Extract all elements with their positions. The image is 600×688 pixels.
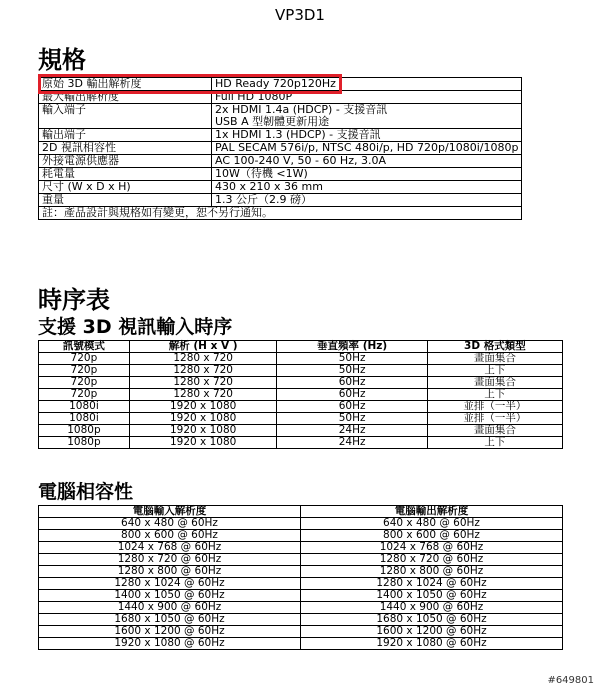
pc-row — [39, 590, 563, 602]
spec-value-line: 2x HDMI 1.4a (HDCP) - 支援音訊 — [215, 103, 388, 116]
pc-output-cell: 1440 x 900 @ 60Hz — [301, 602, 563, 614]
pc-input-cell: 640 x 480 @ 60Hz — [39, 518, 301, 530]
timing-cell: 720p — [39, 377, 130, 389]
spec-key: 尺寸 (W x D x H) — [39, 181, 212, 194]
pc-output-cell: 1600 x 1200 @ 60Hz — [301, 626, 563, 638]
spec-value — [212, 168, 522, 181]
timing-cell: 24Hz — [277, 437, 427, 449]
spec-value — [212, 155, 522, 168]
timing-subheading: 支援 3D 視訊輸入時序 — [38, 316, 233, 338]
timing-cell: 並排（一半） — [427, 401, 562, 413]
pc-input-cell: 1920 x 1080 @ 60Hz — [39, 638, 301, 650]
pc-row — [39, 530, 563, 542]
timing-cell: 並排（一半） — [427, 413, 562, 425]
spec-key: 2D 視訊相容性 — [39, 142, 212, 155]
spec-row — [39, 194, 522, 207]
pc-output-cell: 1280 x 1024 @ 60Hz — [301, 578, 563, 590]
timing-cell: 1920 x 1080 — [129, 401, 277, 413]
pc-table — [38, 505, 563, 650]
pc-row — [39, 518, 563, 530]
timing-cell: 1080p — [39, 437, 130, 449]
spec-key: 最大輸出解析度 — [39, 91, 212, 104]
spec-value-line: 10W（待機 <1W) — [215, 167, 308, 180]
timing-cell: 1920 x 1080 — [129, 425, 277, 437]
timing-row — [39, 437, 563, 449]
timing-cell: 1920 x 1080 — [129, 413, 277, 425]
timing-row — [39, 353, 563, 365]
spec-value-line: 1.3 公斤（2.9 磅） — [215, 193, 312, 206]
pc-row — [39, 626, 563, 638]
timing-cell: 720p — [39, 389, 130, 401]
spec-row — [39, 129, 522, 142]
pc-output-cell: 1920 x 1080 @ 60Hz — [301, 638, 563, 650]
pc-input-cell: 1024 x 768 @ 60Hz — [39, 542, 301, 554]
spec-value-line: AC 100-240 V, 50 - 60 Hz, 3.0A — [215, 154, 386, 167]
spec-key: 外接電源供應器 — [39, 155, 212, 168]
pc-row — [39, 578, 563, 590]
pc-output-cell: 1280 x 800 @ 60Hz — [301, 566, 563, 578]
pc-output-cell: 800 x 600 @ 60Hz — [301, 530, 563, 542]
timing-header: 訊號模式 — [39, 341, 130, 353]
spec-row — [39, 155, 522, 168]
spec-value-line: USB A 型韌體更新用途 — [215, 115, 330, 128]
spec-row — [39, 181, 522, 194]
timing-cell: 720p — [39, 365, 130, 377]
spec-value — [212, 104, 522, 129]
pc-output-cell: 1280 x 720 @ 60Hz — [301, 554, 563, 566]
timing-cell: 1280 x 720 — [129, 365, 277, 377]
pc-input-cell: 1280 x 720 @ 60Hz — [39, 554, 301, 566]
pc-input-cell: 1280 x 1024 @ 60Hz — [39, 578, 301, 590]
timing-cell: 畫面集合 — [427, 377, 562, 389]
pc-input-cell: 1440 x 900 @ 60Hz — [39, 602, 301, 614]
pc-row — [39, 554, 563, 566]
pc-input-cell: 1400 x 1050 @ 60Hz — [39, 590, 301, 602]
spec-key: 耗電量 — [39, 168, 212, 181]
timing-table — [38, 340, 563, 449]
pc-output-cell: 1680 x 1050 @ 60Hz — [301, 614, 563, 626]
pc-input-cell: 1680 x 1050 @ 60Hz — [39, 614, 301, 626]
pc-heading: 電腦相容性 — [38, 481, 134, 503]
timing-cell: 50Hz — [277, 353, 427, 365]
timing-cell: 上下 — [427, 389, 562, 401]
pc-output-cell: 640 x 480 @ 60Hz — [301, 518, 563, 530]
spec-value-line: HD Ready 720p120Hz — [215, 77, 336, 90]
timing-cell: 1080p — [39, 425, 130, 437]
timing-heading: 時序表 — [38, 286, 110, 314]
timing-row — [39, 365, 563, 377]
timing-cell: 60Hz — [277, 401, 427, 413]
timing-cell: 1280 x 720 — [129, 389, 277, 401]
spec-row — [39, 142, 522, 155]
timing-cell: 1280 x 720 — [129, 377, 277, 389]
timing-cell: 50Hz — [277, 413, 427, 425]
spec-row — [39, 168, 522, 181]
spec-key: 輸入端子 — [39, 104, 212, 129]
pc-header: 電腦輸入解析度 — [39, 506, 301, 518]
pc-input-cell: 1280 x 800 @ 60Hz — [39, 566, 301, 578]
timing-header: 解析 (H x V ) — [129, 341, 277, 353]
timing-cell: 1920 x 1080 — [129, 437, 277, 449]
spec-key: 原始 3D 輸出解析度 — [39, 78, 212, 91]
spec-value-line: PAL SECAM 576i/p, NTSC 480i/p, HD 720p/1080i/1080p — [215, 141, 519, 154]
timing-row — [39, 377, 563, 389]
timing-cell: 上下 — [427, 437, 562, 449]
pc-row — [39, 566, 563, 578]
timing-cell: 1080i — [39, 413, 130, 425]
spec-value-line: 430 x 210 x 36 mm — [215, 180, 323, 193]
timing-cell: 50Hz — [277, 365, 427, 377]
pc-row — [39, 614, 563, 626]
pc-output-cell: 1400 x 1050 @ 60Hz — [301, 590, 563, 602]
spec-key: 輸出端子 — [39, 129, 212, 142]
spec-value — [212, 129, 522, 142]
spec-value-line: Full HD 1080P — [215, 90, 293, 103]
pc-header: 電腦輸出解析度 — [301, 506, 563, 518]
spec-note: 註：產品設計與規格如有變更，恕不另行通知。 — [39, 207, 522, 220]
spec-heading: 規格 — [38, 46, 86, 74]
spec-value — [212, 181, 522, 194]
pc-row — [39, 542, 563, 554]
timing-row — [39, 401, 563, 413]
timing-row — [39, 389, 563, 401]
timing-cell: 畫面集合 — [427, 425, 562, 437]
timing-header: 垂直頻率 (Hz) — [277, 341, 427, 353]
model-title: VP3D1 — [275, 6, 325, 24]
timing-cell: 720p — [39, 353, 130, 365]
watermark: #649801 — [547, 675, 594, 686]
pc-row — [39, 638, 563, 650]
timing-cell: 上下 — [427, 365, 562, 377]
timing-cell: 畫面集合 — [427, 353, 562, 365]
spec-table — [38, 77, 522, 220]
timing-cell: 1280 x 720 — [129, 353, 277, 365]
timing-row — [39, 425, 563, 437]
timing-header: 3D 格式類型 — [427, 341, 562, 353]
pc-input-cell: 1600 x 1200 @ 60Hz — [39, 626, 301, 638]
timing-cell: 60Hz — [277, 389, 427, 401]
pc-output-cell: 1024 x 768 @ 60Hz — [301, 542, 563, 554]
spec-value — [212, 142, 522, 155]
timing-cell: 1080i — [39, 401, 130, 413]
pc-input-cell: 800 x 600 @ 60Hz — [39, 530, 301, 542]
spec-key: 重量 — [39, 194, 212, 207]
highlight-box — [38, 74, 342, 94]
timing-row — [39, 413, 563, 425]
spec-value — [212, 194, 522, 207]
timing-cell: 24Hz — [277, 425, 427, 437]
spec-value-line: 1x HDMI 1.3 (HDCP) - 支援音訊 — [215, 128, 381, 141]
spec-row — [39, 104, 522, 129]
pc-row — [39, 602, 563, 614]
timing-cell: 60Hz — [277, 377, 427, 389]
